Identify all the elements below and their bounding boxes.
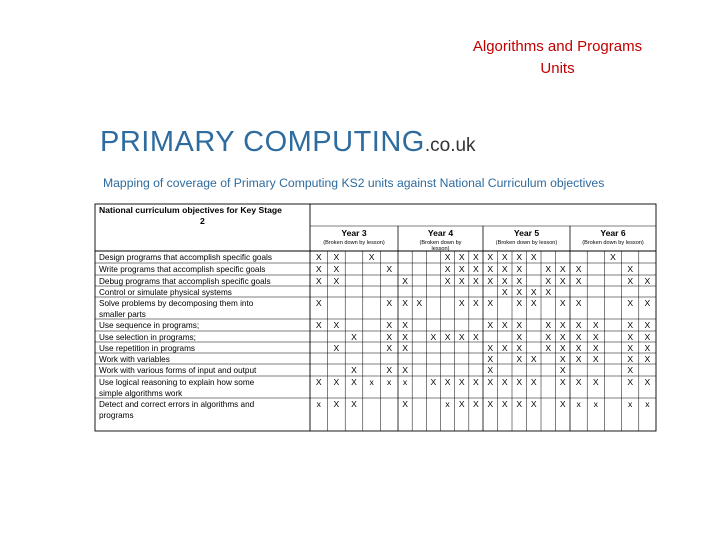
- coverage-mark: X: [487, 365, 494, 375]
- coverage-mark: X: [487, 354, 494, 364]
- coverage-mark: X: [627, 354, 634, 364]
- coverage-mark: X: [545, 264, 552, 274]
- coverage-mark: X: [402, 399, 408, 409]
- coverage-mark: X: [501, 264, 508, 274]
- year-header: Year 5: [513, 228, 540, 238]
- coverage-mark: X: [516, 399, 523, 409]
- coverage-mark: X: [627, 343, 634, 353]
- coverage-mark: X: [333, 399, 340, 409]
- coverage-mark: X: [444, 332, 451, 342]
- logo-suffix-text: .co.uk: [424, 135, 476, 156]
- objective-label: Work with various forms of input and output: [99, 366, 257, 375]
- coverage-mark: X: [501, 399, 508, 409]
- year-header: Year 6: [600, 228, 626, 238]
- coverage-mark: X: [644, 332, 651, 342]
- coverage-mark: X: [545, 276, 552, 286]
- coverage-mark: X: [444, 252, 451, 262]
- coverage-mark: X: [575, 276, 582, 286]
- coverage-mark: X: [430, 377, 437, 387]
- coverage-mark: X: [545, 332, 552, 342]
- objective-label: Use logical reasoning to explain how some: [99, 378, 255, 387]
- coverage-mark: X: [368, 252, 375, 262]
- coverage-mark: X: [644, 343, 651, 353]
- coverage-mark: X: [402, 276, 408, 286]
- coverage-mark: X: [315, 276, 322, 286]
- coverage-mark: X: [530, 354, 537, 364]
- coverage-mark: X: [487, 276, 494, 286]
- coverage-mark: X: [530, 252, 537, 262]
- year-note: lesson): [431, 246, 450, 252]
- coverage-mark: X: [575, 264, 582, 274]
- coverage-mark: X: [473, 298, 479, 308]
- coverage-mark: X: [627, 298, 634, 308]
- coverage-mark: X: [487, 298, 494, 308]
- coverage-mark: X: [501, 343, 508, 353]
- objective-label: simple algorithms work: [99, 389, 183, 398]
- coverage-mark: X: [530, 377, 537, 387]
- coverage-mark: X: [627, 332, 634, 342]
- coverage-mark: X: [516, 264, 523, 274]
- coverage-mark: X: [575, 298, 582, 308]
- coverage-mark: X: [644, 276, 651, 286]
- coverage-mark: X: [627, 377, 634, 387]
- coverage-mark: x: [593, 399, 598, 409]
- objective-label: Use repetition in programs: [99, 344, 196, 353]
- coverage-mark: X: [315, 298, 322, 308]
- coverage-mark: X: [487, 377, 494, 387]
- coverage-mark: X: [575, 377, 582, 387]
- coverage-mark: X: [473, 332, 479, 342]
- coverage-mark: X: [351, 365, 357, 375]
- objective-label: Work with variables: [99, 355, 170, 364]
- coverage-mark: X: [516, 354, 523, 364]
- coverage-mark: X: [430, 332, 437, 342]
- coverage-mark: X: [501, 377, 508, 387]
- coverage-mark: X: [559, 343, 566, 353]
- coverage-mark: X: [473, 377, 479, 387]
- coverage-mark: X: [516, 332, 523, 342]
- objective-label: Control or simulate physical systems: [99, 288, 232, 297]
- coverage-mark: X: [351, 377, 357, 387]
- coverage-mark: X: [315, 252, 322, 262]
- coverage-mark: X: [402, 343, 408, 353]
- coverage-mark: X: [487, 343, 494, 353]
- coverage-mark: X: [402, 365, 408, 375]
- coverage-mark: X: [402, 332, 408, 342]
- coverage-mark: X: [458, 252, 465, 262]
- coverage-mark: X: [516, 287, 523, 297]
- coverage-mark: X: [402, 298, 408, 308]
- coverage-mark: X: [386, 320, 393, 330]
- coverage-mark: X: [386, 332, 393, 342]
- coverage-mark: X: [644, 320, 651, 330]
- coverage-mark: X: [501, 252, 508, 262]
- objective-label: Detect and correct errors in algorithms and: [99, 400, 255, 409]
- slide-title-line-2: Units: [540, 60, 575, 77]
- coverage-mark: X: [487, 320, 494, 330]
- coverage-mark: X: [627, 264, 634, 274]
- coverage-mark: X: [487, 399, 494, 409]
- coverage-mark: X: [333, 343, 340, 353]
- coverage-mark: X: [627, 276, 634, 286]
- coverage-mark: X: [458, 377, 465, 387]
- coverage-mark: X: [351, 399, 357, 409]
- coverage-mark: x: [316, 399, 321, 409]
- coverage-mark: X: [644, 298, 651, 308]
- coverage-mark: X: [575, 343, 582, 353]
- coverage-mark: X: [559, 264, 566, 274]
- coverage-mark: X: [530, 287, 537, 297]
- objective-label: Debug programs that accomplish specific goals: [99, 277, 271, 286]
- coverage-mark: X: [545, 343, 552, 353]
- coverage-mark: x: [628, 399, 633, 409]
- coverage-mark: x: [369, 377, 374, 387]
- coverage-mark: X: [592, 354, 599, 364]
- coverage-mark: X: [487, 264, 494, 274]
- year-note: (Broken down by lesson): [495, 240, 558, 246]
- coverage-mark: X: [473, 264, 479, 274]
- coverage-mark: X: [516, 298, 523, 308]
- coverage-mark: X: [592, 320, 599, 330]
- coverage-mark: X: [333, 264, 340, 274]
- coverage-mark: X: [592, 377, 599, 387]
- coverage-mark: X: [351, 332, 357, 342]
- coverage-mark: x: [402, 377, 408, 387]
- coverage-mark: x: [445, 399, 450, 409]
- objective-label: Solve problems by decomposing them into: [99, 299, 254, 308]
- coverage-mark: X: [458, 276, 465, 286]
- coverage-mark: X: [610, 252, 616, 262]
- objective-label: Use selection in programs;: [99, 333, 196, 342]
- year-note: (Broken down by: [419, 240, 462, 246]
- coverage-mark: X: [516, 252, 523, 262]
- coverage-mark: X: [473, 252, 479, 262]
- coverage-mark: X: [559, 320, 566, 330]
- coverage-mark: X: [315, 377, 322, 387]
- coverage-mark: X: [473, 399, 479, 409]
- coverage-mark: X: [545, 320, 552, 330]
- coverage-mark: X: [516, 377, 523, 387]
- coverage-mark: X: [333, 252, 340, 262]
- coverage-mark: X: [333, 276, 340, 286]
- coverage-mark: x: [645, 399, 650, 409]
- coverage-mark: X: [333, 377, 340, 387]
- coverage-mark: X: [444, 377, 451, 387]
- coverage-mark: X: [416, 298, 423, 308]
- coverage-mark: x: [576, 399, 581, 409]
- coverage-mark: X: [575, 332, 582, 342]
- coverage-mark: X: [530, 298, 537, 308]
- coverage-mark: X: [386, 365, 393, 375]
- coverage-mark: X: [458, 332, 465, 342]
- logo-main-text: PRIMARY COMPUTING: [100, 126, 425, 158]
- coverage-mark: X: [386, 343, 393, 353]
- coverage-mark: X: [444, 276, 451, 286]
- coverage-mark: X: [559, 276, 566, 286]
- coverage-mark: X: [458, 399, 465, 409]
- coverage-mark: x: [387, 377, 392, 387]
- coverage-mark: X: [592, 343, 599, 353]
- coverage-mark: X: [501, 276, 508, 286]
- year-note: (Broken down by lesson): [582, 240, 644, 246]
- coverage-mark: X: [627, 320, 634, 330]
- year-note: (Broken down by lesson): [323, 240, 385, 246]
- coverage-mark: X: [559, 365, 566, 375]
- mapping-subtitle: Mapping of coverage of Primary Computing KS2 units against National Curriculum objectives: [103, 176, 605, 190]
- coverage-mark: X: [501, 287, 508, 297]
- coverage-mark: X: [516, 320, 523, 330]
- objective-label: Design programs that accomplish specific goals: [99, 253, 272, 262]
- slide-title-line-1: Algorithms and Programs: [472, 38, 643, 55]
- coverage-mark: X: [559, 399, 566, 409]
- coverage-mark: X: [444, 264, 451, 274]
- coverage-mark: X: [487, 252, 494, 262]
- year-header: Year 3: [341, 228, 367, 238]
- coverage-mark: X: [402, 320, 408, 330]
- coverage-mark: X: [530, 399, 537, 409]
- coverage-mark: X: [501, 320, 508, 330]
- coverage-mark: X: [333, 320, 340, 330]
- coverage-mark: X: [575, 354, 582, 364]
- coverage-mark: X: [644, 377, 651, 387]
- coverage-mark: X: [644, 354, 651, 364]
- objective-label: Write programs that accomplish specific goals: [99, 265, 266, 274]
- coverage-mark: X: [386, 264, 393, 274]
- objectives-header-stage: 2: [200, 216, 205, 226]
- coverage-mark: X: [559, 377, 566, 387]
- coverage-mark: X: [516, 276, 523, 286]
- year-header: Year 4: [427, 228, 454, 238]
- coverage-mark: X: [473, 276, 479, 286]
- coverage-mark: X: [627, 365, 634, 375]
- coverage-mark: X: [575, 320, 582, 330]
- coverage-mark: X: [559, 332, 566, 342]
- objectives-header: National curriculum objectives for Key Stage: [99, 205, 282, 215]
- coverage-mark: X: [458, 298, 465, 308]
- coverage-mark: X: [592, 332, 599, 342]
- objective-label: Use sequence in programs;: [99, 321, 200, 330]
- objective-label: smaller parts: [99, 310, 146, 319]
- coverage-mark: X: [559, 354, 566, 364]
- coverage-mark: X: [386, 298, 393, 308]
- coverage-mark: X: [545, 287, 552, 297]
- coverage-mark: X: [516, 343, 523, 353]
- coverage-mark: X: [458, 264, 465, 274]
- coverage-mark: X: [559, 298, 566, 308]
- coverage-mark: X: [315, 320, 322, 330]
- coverage-mark: X: [315, 264, 322, 274]
- objective-label: programs: [99, 411, 134, 420]
